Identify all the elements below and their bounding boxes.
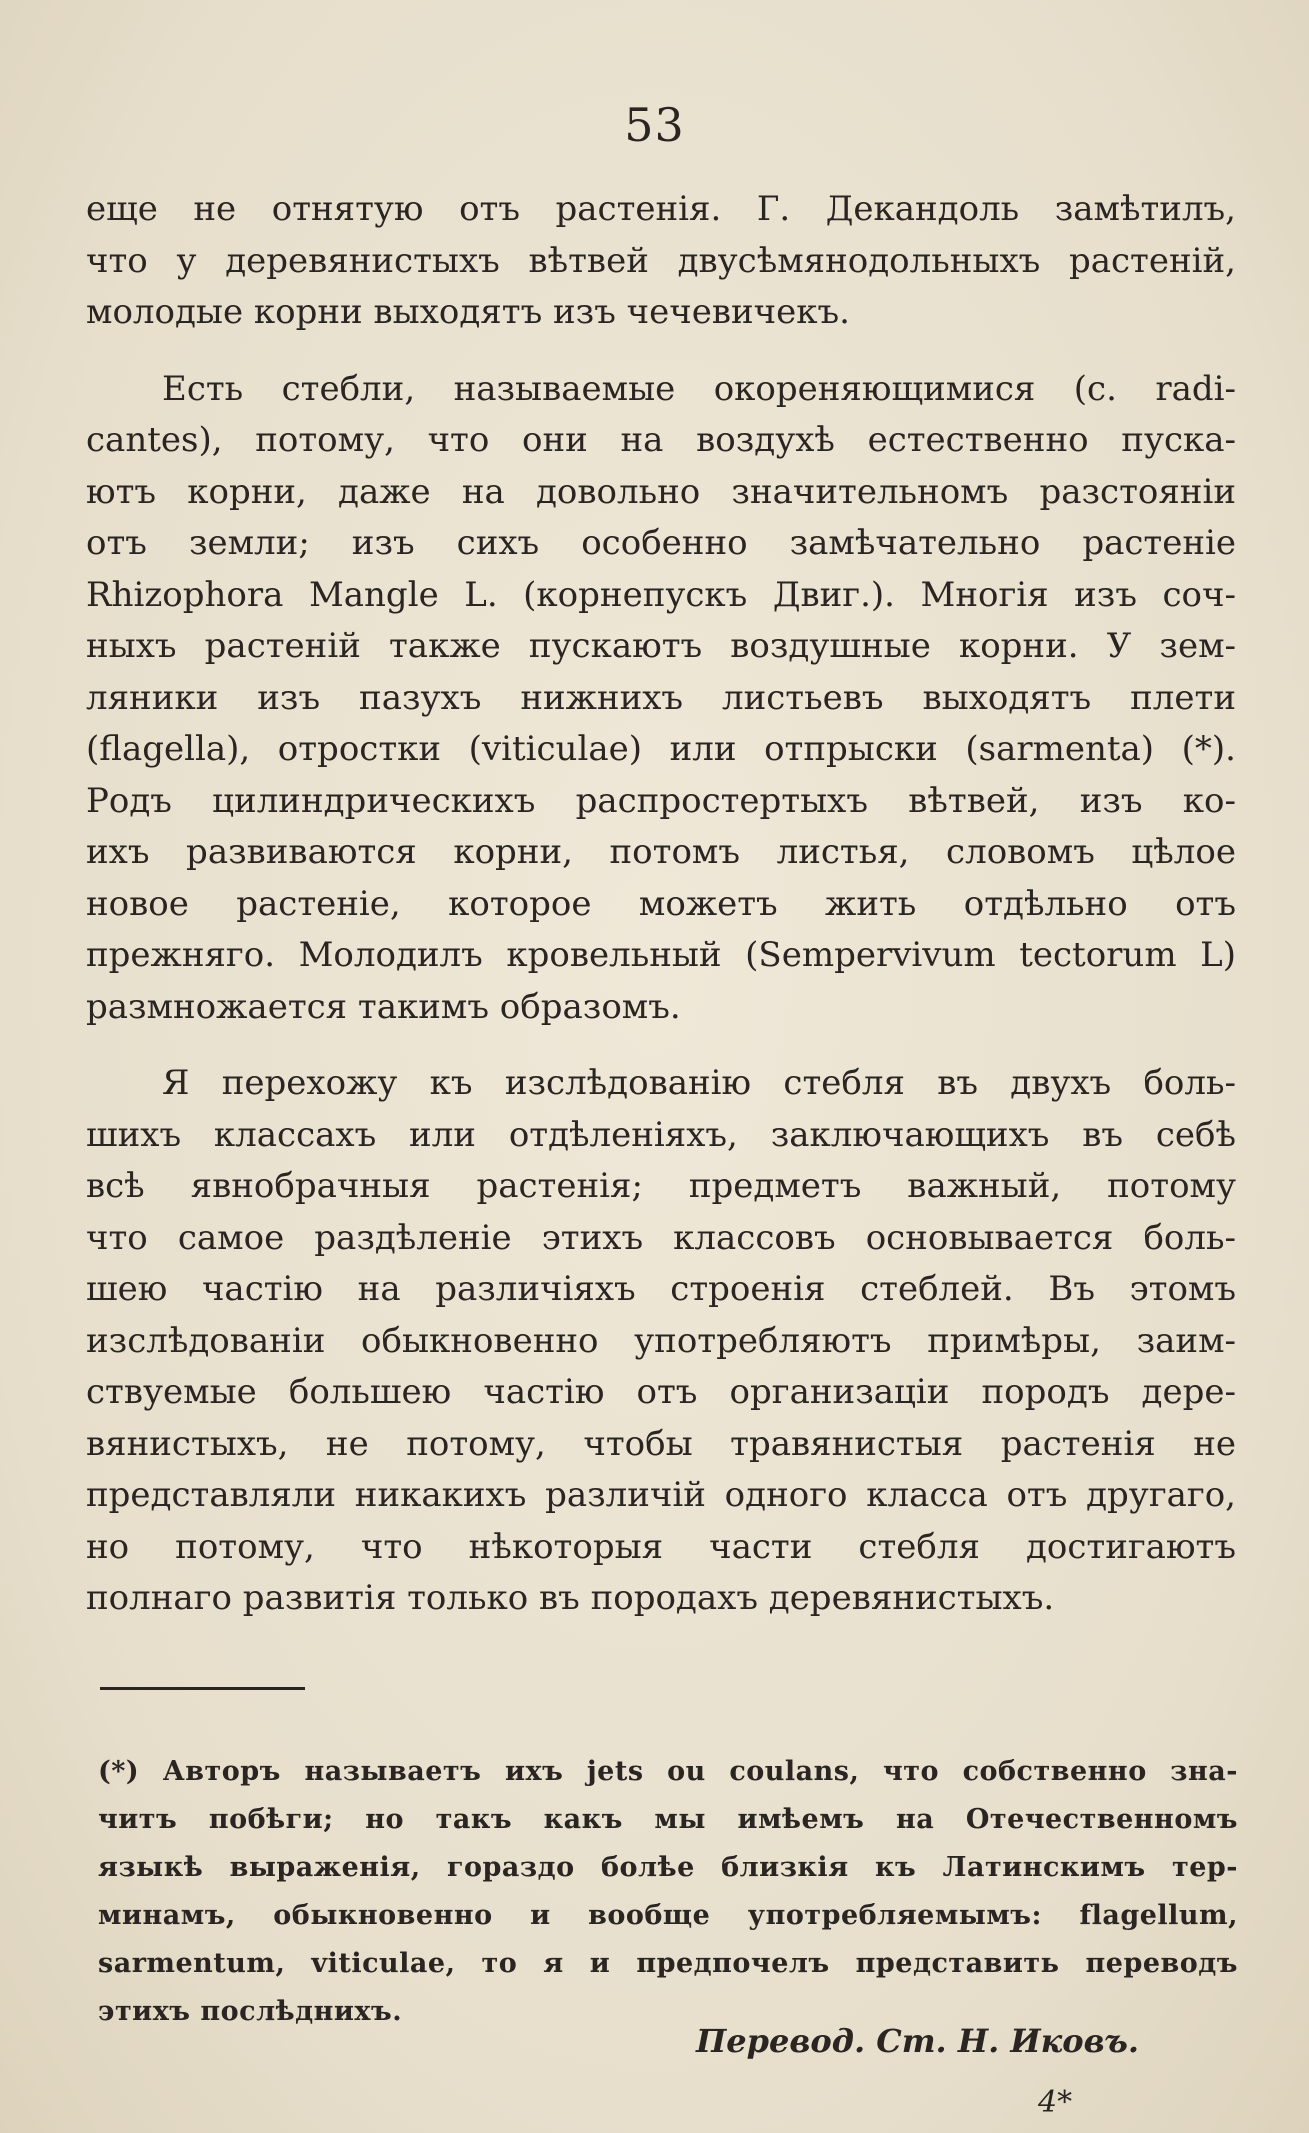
- text-line: молодые корни выходятъ изъ чечевичекъ.: [86, 292, 850, 332]
- footnote-line: языкѣ выраженія, гораздо болѣе близкія къ Латинскимъ тер-: [98, 1852, 1238, 1883]
- text-line: (flagella), отростки (viticulae) или отпрыски (sarmenta) (*).: [86, 729, 1236, 769]
- text-line: всѣ явнобрачныя растенія; предметъ важный, потому: [86, 1166, 1236, 1206]
- text-line: отъ земли; изъ сихъ особенно замѣчательно растеніе: [86, 523, 1236, 563]
- footnote-line: читъ побѣги; но такъ какъ мы имѣемъ на Отечественномъ: [98, 1804, 1238, 1835]
- text-line: ствуемые большею частію отъ организаціи породъ дере-: [86, 1372, 1236, 1412]
- text-line: вянистыхъ, не потому, чтобы травянистыя растенія не: [86, 1423, 1236, 1464]
- text-line: Есть стебли, называемые окореняющимися (c. radi-: [162, 368, 1236, 409]
- footnotes: [98, 1748, 1238, 2036]
- text-line: Родъ цилиндрическихъ распростертыхъ вѣтвей, изъ ко-: [86, 780, 1236, 821]
- text-line: прежняго. Молодилъ кровельный (Sempervivum tectorum L): [86, 935, 1236, 975]
- footnote-line: sarmentum, viticulae, то я и предпочелъ представить переводъ: [98, 1948, 1238, 1979]
- page-number: 53: [624, 98, 685, 152]
- footnote-divider: [100, 1687, 305, 1690]
- text-line: ютъ корни, даже на довольно значительномъ разстояніи: [86, 471, 1236, 512]
- paragraph-gap: [86, 339, 1236, 364]
- text-line: Я перехожу къ изслѣдованію стебля въ двухъ боль-: [162, 1063, 1236, 1103]
- text-line: шею частію на различіяхъ строенія стеблей. Въ этомъ: [86, 1269, 1236, 1309]
- text-line: но потому, что нѣкоторыя части стебля достигаютъ: [86, 1526, 1236, 1567]
- text-line: ныхъ растеній также пускаютъ воздушные корни. У зем-: [86, 626, 1236, 666]
- text-line: шихъ классахъ или отдѣленіяхъ, заключающихъ въ себѣ: [86, 1114, 1236, 1155]
- footnote-line: минамъ, обыкновенно и вообще употребляемымъ: flagellum,: [98, 1900, 1238, 1931]
- translator-signature: Перевод. Ст. Н. Иковъ.: [696, 2022, 1139, 2060]
- text-line: полнаго развитія только въ породахъ деревянистыхъ.: [86, 1578, 1055, 1618]
- text-line: ляники изъ пазухъ нижнихъ листьевъ выходятъ плети: [86, 677, 1236, 718]
- text-line: что у деревянистыхъ вѣтвей двусѣмянодольныхъ растеній,: [86, 240, 1236, 281]
- footnote-line: (*) Авторъ называетъ ихъ jets ou coulans, что собственно зна-: [98, 1756, 1238, 1787]
- footnote-line: этихъ послѣднихъ.: [98, 1996, 403, 2027]
- text-line: еще не отнятую отъ растенія. Г. Декандоль замѣтилъ,: [86, 189, 1236, 229]
- text-line: размножается такимъ образомъ.: [86, 986, 681, 1027]
- text-line: cantes), потому, что они на воздухѣ естественно пуска-: [86, 420, 1236, 460]
- text-line: изслѣдованіи обыкновенно употребляютъ примѣры, заим-: [86, 1320, 1236, 1361]
- text-line: новое растеніе, которое можетъ жить отдѣльно отъ: [86, 883, 1236, 924]
- signature-mark: 4*: [1038, 2085, 1073, 2120]
- text-line: Rhizophora Mangle L. (корнепускъ Двиг.). Многія изъ соч-: [86, 574, 1236, 615]
- text-line: ихъ развиваются корни, потомъ листья, словомъ цѣлое: [86, 832, 1236, 872]
- text-line: представляли никакихъ различій одного класса отъ другаго,: [86, 1475, 1236, 1515]
- text-line: что самое раздѣленіе этихъ классовъ основывается боль-: [86, 1217, 1236, 1258]
- body-text: [86, 184, 1236, 1625]
- paragraph-gap: [86, 1033, 1236, 1058]
